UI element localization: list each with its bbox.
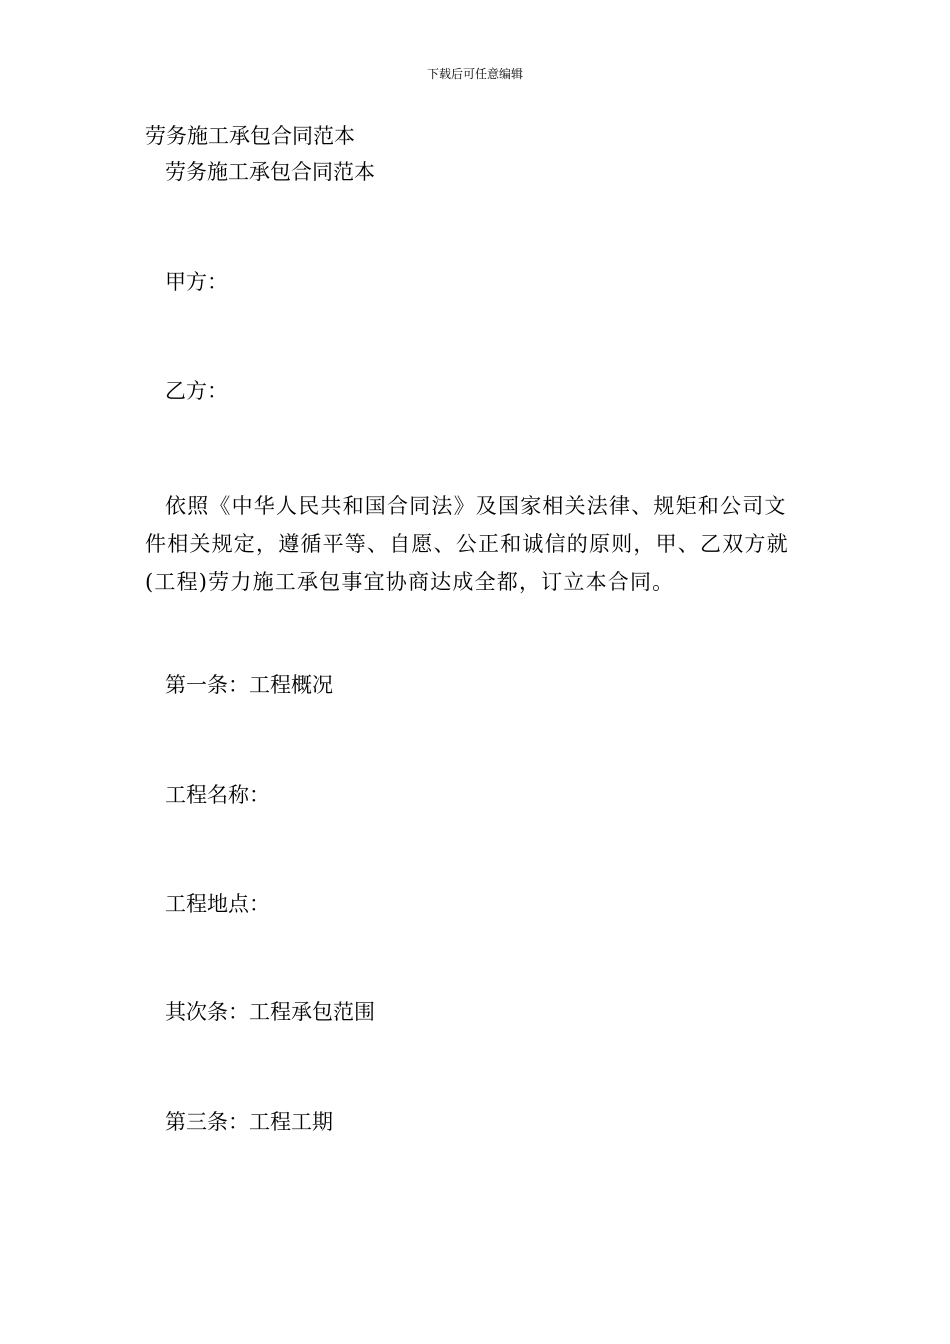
party-b-label: 乙方： bbox=[165, 379, 228, 403]
article-2-heading: 其次条：工程承包范围 bbox=[165, 1000, 375, 1024]
document-title: 劳务施工承包合同范本 bbox=[145, 124, 355, 148]
project-name-label: 工程名称： bbox=[165, 783, 270, 807]
intro-paragraph: 依照《中华人民共和国合同法》及国家相关法律、规矩和公司文件相关规定，遵循平等、自愿、公正和诚信的原则，甲、乙双方就(工程)劳力施工承包事宜协商达成全都，订立本合同。 bbox=[145, 494, 789, 594]
party-a-label: 甲方： bbox=[165, 270, 228, 294]
project-location-label: 工程地点： bbox=[165, 892, 270, 916]
document-subtitle: 劳务施工承包合同范本 bbox=[165, 160, 375, 184]
article-1-heading: 第一条：工程概况 bbox=[165, 673, 333, 697]
page-header: 下载后可任意编辑 bbox=[426, 67, 523, 81]
article-3-heading: 第三条：工程工期 bbox=[165, 1110, 333, 1134]
